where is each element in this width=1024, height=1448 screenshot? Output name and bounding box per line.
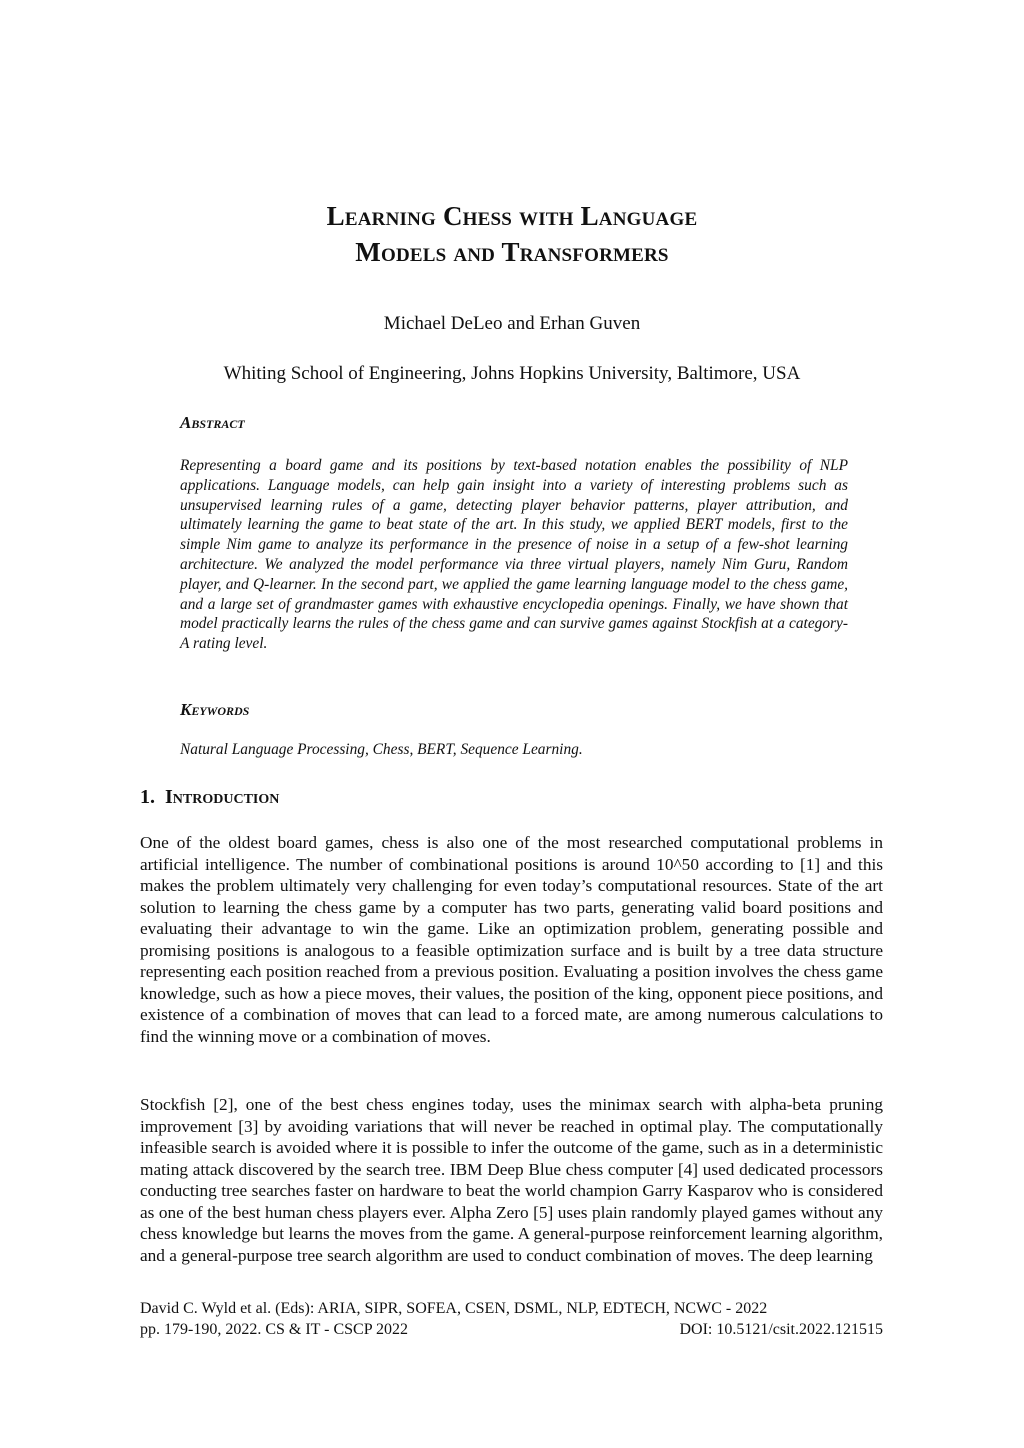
intro-paragraph-2: Stockfish [2], one of the best chess engines today, uses the minimax search with alpha-beta pruning improvement [3] by avoiding variations that will never be reached in optimal play. The computationally infeasible search is avoided where it is possible to infer the outcome of the game, such as in a deterministic mating attack discovered by the search tree. IBM Deep Blue chess computer [4] used dedicated processors conducting tree searches faster on hardware to beat the world champion Garry Kasparov who is considered as one of the best human chess players ever. Alpha Zero [5] uses plain randomly played games without any chess knowledge but learns the moves from the game. A general-purpose reinforcement learning algorithm, and a general-purpose tree search algorithm are used to conduct combination of moves. The deep learning (140, 1095, 883, 1265)
abstract-text: Representing a board game and its positions by text-based notation enables the possibility of NLP applications. Language models, can help gain insight into a variety of interesting problems such as unsupervised learning rules of a game, detecting player behavior patterns, player attribution, and ultimately learning the game to beat state of the art. In this study, we applied BERT models, first to the simple Nim game to analyze its performance in the presence of noise in a setup of a few-shot learning architecture. We analyzed the model performance via three virtual players, namely Nim Guru, Random player, and Q-learner. In the second part, we applied the game learning language model to the chess game, and a large set of grandmaster games with exhaustive encyclopedia openings. Finally, we have shown that model practically learns the rules of the chess game and can survive games against Stockfish at a category-A rating level. (180, 457, 848, 653)
intro-paragraph-1: One of the oldest board games, chess is also one of the most researched computational problems in artificial intelligence. The number of combinational positions is around 10^50 according to [1] and this makes the problem ultimately very challenging for even today’s computational resources. State of the art solution to learning the chess game by a computer has two parts, generating valid board positions and evaluating their advantage to win the game. Like an optimization problem, generating possible and promising positions is analogous to a feasible optimization surface and is built by a tree data structure representing each position reached from a previous position. Evaluating a position involves the chess game knowledge, such as how a piece moves, their values, the position of the king, opponent piece positions, and existence of a combination of moves that can lead to a forced mate, are among numerous calculations to find the winning move or a combination of moves. (140, 833, 883, 1046)
section-title: Introduction (165, 786, 280, 808)
abstract-heading: Abstract (180, 413, 245, 432)
authors: Michael DeLeo and Erhan Guven (383, 313, 641, 334)
title-line-2: Models and Transformers (355, 237, 669, 267)
section-heading-introduction (140, 786, 279, 809)
footer-doi: DOI: 10.5121/csit.2022.121515 (679, 1321, 883, 1338)
keywords-text: Natural Language Processing, Chess, BERT, Sequence Learning. (180, 741, 583, 758)
paper-title (0, 198, 1024, 270)
affiliation: Whiting School of Engineering, Johns Hopkins University, Baltimore, USA (223, 363, 801, 384)
section-number: 1. (140, 786, 155, 808)
footer-pages-text: pp. 179-190, 2022. CS & IT - CSCP 2022 (140, 1321, 409, 1338)
footer-pages (140, 1319, 883, 1340)
footer-citation: David C. Wyld et al. (Eds): ARIA, SIPR, SOFEA, CSEN, DSML, NLP, EDTECH, NCWC - 2022 (140, 1300, 768, 1317)
keywords-heading: Keywords (180, 700, 250, 719)
title-line-1: Learning Chess with Language (326, 201, 698, 231)
